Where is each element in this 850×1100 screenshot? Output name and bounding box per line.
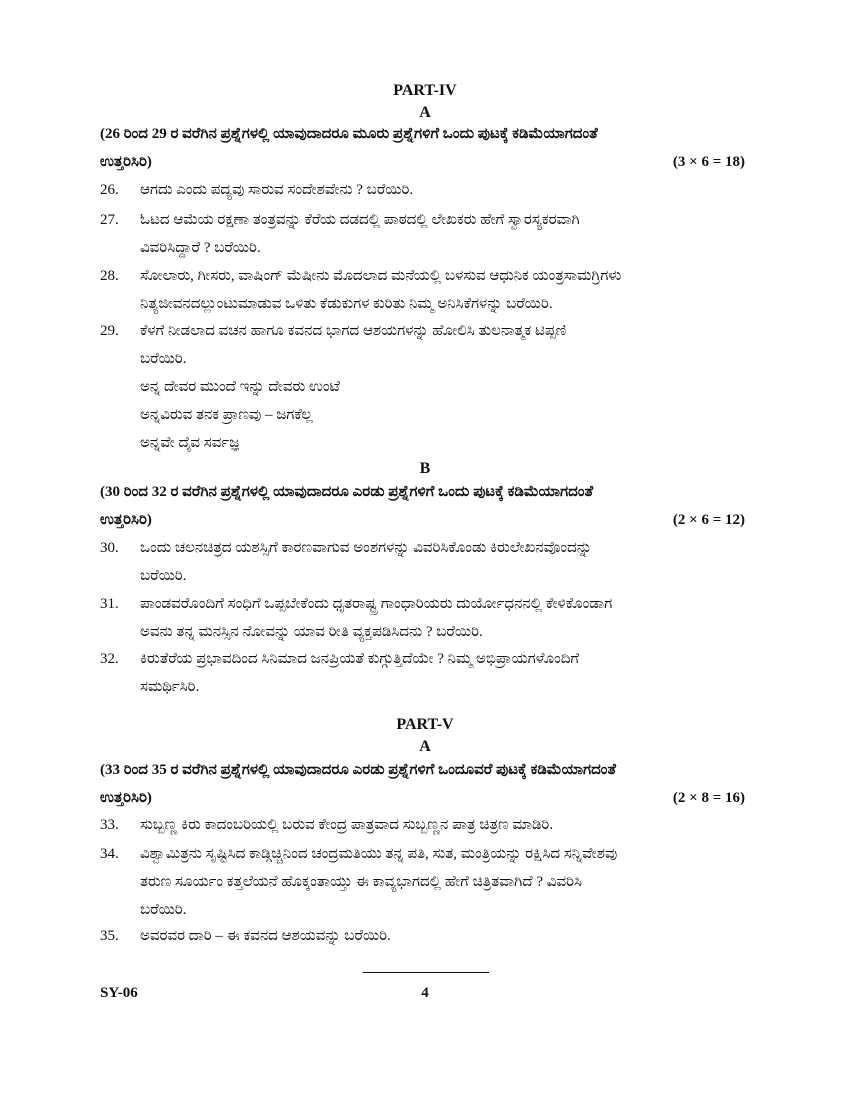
question-text: ತರುಣ ಸೂರ್ಯಂ ಕತ್ತಲೆಯನೆ ಹೊಕ್ಕಂತಾಯ್ತು ಈ ಕಾವ್ಯಭಾಗದಲ್ಲಿ ಹೇಗೆ ಚಿತ್ರಿತವಾಗಿದೆ ? ವಿವರಿಸಿ: [140, 874, 582, 890]
part-v-title: PART-V: [396, 716, 454, 733]
verse-line: ಅನ್ನ ದೇವರ ಮುಂದೆ ಇನ್ನು ದೇವರು ಉಂಟೆ: [140, 379, 340, 395]
page-number: 4: [421, 985, 429, 1001]
part-iv-section-a-label: A: [419, 104, 431, 121]
question-text: ಓಟದ ಆಮೆಯ ರಕ್ಷಣಾ ತಂತ್ರವನ್ನು ಕೆರೆಯ ದಡದಲ್ಲಿ ಪಾಠದಲ್ಲಿ ಲೇಖಕರು ಹೇಗೆ ಸ್ವಾರಸ್ಯಕರವಾಗಿ: [140, 212, 580, 228]
instruction-line-1: (33 ರಿಂದ 35 ರ ವರೆಗಿನ ಪ್ರಶ್ನೆಗಳಲ್ಲಿ ಯಾವುದಾದರೂ ಎರಡು ಪ್ರಶ್ನೆಗಳಿಗೆ ಒಂದೂವರೆ ಪುಟಕ್ಕೆ ಕಡಿಮೆಯಾಗದಂತೆ: [100, 762, 617, 778]
question-text: ಒಂದು ಚಲನಚಿತ್ರದ ಯಶಸ್ಸಿಗೆ ಕಾರಣವಾಗುವ ಅಂಶಗಳನ್ನು ವಿವರಿಸಿಕೊಂಡು ಕಿರುಲೇಖನವೊಂದನ್ನು: [140, 540, 592, 556]
question-30: [100, 534, 745, 590]
question-31: [100, 590, 745, 646]
question-text: ಪಾಂಡವರೊಂದಿಗೆ ಸಂಧಿಗೆ ಒಪ್ಪಬೇಕೆಂದು ಧೃತರಾಷ್ಟ್ರ ಗಾಂಧಾರಿಯರು ದುರ್ಯೋಧನನಲ್ಲಿ ಕೇಳಿಕೊಂಡಾಗ: [140, 596, 613, 612]
question-33: [100, 811, 745, 839]
instruction-line-2: ಉತ್ತರಿಸಿರಿ): [100, 512, 152, 528]
verse-line: ಅನ್ನವೇ ದೈವ ಸರ್ವಜ್ಞ: [140, 435, 240, 451]
instruction-line-2: ಉತ್ತರಿಸಿರಿ): [100, 790, 152, 806]
question-number: 35.: [100, 928, 119, 944]
paper-code: SY-06: [100, 985, 138, 1001]
part-iv-section-b-label: B: [419, 460, 431, 477]
question-35: [100, 922, 745, 950]
part-v-section-a-label: A: [419, 738, 431, 755]
question-text: ಬರೆಯಿರಿ.: [140, 351, 187, 367]
question-number: 34.: [100, 846, 119, 862]
question-29: [100, 317, 745, 457]
question-text: ವಿಶ್ವಾಮಿತ್ರನು ಸೃಷ್ಟಿಸಿದ ಕಾಡ್ಗಿಚ್ಚಿನಿಂದ ಚಂದ್ರಮತಿಯು ತನ್ನ ಪತಿ, ಸುತ, ಮಂತ್ರಿಯನ್ನು ರಕ್ಷಿಸಿದ ಸನ್ನಿವೇಶವು: [140, 846, 618, 862]
question-28: [100, 262, 745, 318]
verse-line: ಅನ್ನವಿರುವ ತನಕ ಪ್ರಾಣವು – ಜಗಕೆಲ್ಲ: [140, 407, 313, 423]
question-number: 26.: [100, 182, 119, 198]
instruction-line-2: ಉತ್ತರಿಸಿರಿ): [100, 154, 152, 170]
question-text: ಸಮರ್ಥಿಸಿರಿ.: [140, 679, 200, 695]
marks-label: (2 × 8 = 16): [672, 790, 745, 806]
question-27: [100, 206, 745, 262]
question-text: ನಿತ್ಯಜೀವನದಲ್ಲುಂಟುಮಾಡುವ ಒಳಿತು ಕೆಡುಕುಗಳ ಕುರಿತು ನಿಮ್ಮ ಅನಿಸಿಕೆಗಳನ್ನು ಬರೆಯಿರಿ.: [140, 296, 553, 312]
question-number: 31.: [100, 596, 119, 612]
question-text: ಬರೆಯಿರಿ.: [140, 568, 187, 584]
question-32: [100, 645, 745, 701]
part-iv-b-instructions: [100, 478, 745, 534]
question-number: 30.: [100, 540, 119, 556]
question-text: ಅವನು ತನ್ನ ಮನಸ್ಸಿನ ನೋವನ್ನು ಯಾವ ರೀತಿ ವ್ಯಕ್ತಪಡಿಸಿದನು ? ಬರೆಯಿರಿ.: [140, 624, 483, 640]
instruction-line-1: (26 ರಿಂದ 29 ರ ವರೆಗಿನ ಪ್ರಶ್ನೆಗಳಲ್ಲಿ ಯಾವುದಾದರೂ ಮೂರು ಪ್ರಶ್ನೆಗಳಿಗೆ ಒಂದು ಪುಟಕ್ಕೆ ಕಡಿಮೆಯಾಗದಂತೆ: [100, 126, 598, 142]
question-text: ಅವರವರ ದಾರಿ – ಈ ಕವನದ ಆಶಯವನ್ನು ಬರೆಯಿರಿ.: [140, 928, 391, 944]
question-number: 28.: [100, 268, 119, 284]
question-text: ಕಿರುತೆರೆಯ ಪ್ರಭಾವದಿಂದ ಸಿನಿಮಾದ ಜನಪ್ರಿಯತೆ ಕುಗ್ಗುತ್ತಿದೆಯೇ ? ನಿಮ್ಮ ಅಭಿಪ್ರಾಯಗಳೊಂದಿಗೆ: [140, 651, 580, 667]
part-iv-a-instructions: [100, 120, 745, 176]
question-text: ವಿವರಿಸಿದ್ದಾರೆ ? ಬರೆಯಿರಿ.: [140, 240, 261, 256]
question-text: ಕೆಳಗೆ ನೀಡಲಾದ ವಚನ ಹಾಗೂ ಕವನದ ಭಾಗದ ಆಶಯಗಳನ್ನು ಹೋಲಿಸಿ ತುಲನಾತ್ಮಕ ಟಿಪ್ಪಣಿ: [140, 323, 567, 339]
question-26: [100, 176, 745, 204]
question-text: ಸುಬ್ಬಣ್ಣ ಕಿರು ಕಾದಂಬರಿಯಲ್ಲಿ ಬರುವ ಕೇಂದ್ರ ಪಾತ್ರವಾದ ಸುಬ್ಬಣ್ಣನ ಪಾತ್ರ ಚಿತ್ರಣ ಮಾಡಿರಿ.: [140, 817, 554, 833]
marks-label: (2 × 6 = 12): [672, 512, 745, 528]
question-text: ಬರೆಯಿರಿ.: [140, 902, 187, 918]
question-number: 33.: [100, 817, 119, 833]
part-iv-title: PART-IV: [393, 82, 457, 99]
question-number: 27.: [100, 212, 119, 228]
question-34: [100, 840, 745, 924]
part-v-a-instructions: [100, 756, 745, 812]
instruction-line-1: (30 ರಿಂದ 32 ರ ವರೆಗಿನ ಪ್ರಶ್ನೆಗಳಲ್ಲಿ ಯಾವುದಾದರೂ ಎರಡು ಪ್ರಶ್ನೆಗಳಿಗೆ ಒಂದು ಪುಟಕ್ಕೆ ಕಡಿಮೆಯಾಗದಂತೆ: [100, 484, 594, 500]
question-number: 32.: [100, 651, 119, 667]
footer-divider: [363, 972, 489, 973]
question-number: 29.: [100, 323, 119, 339]
question-text: ಆಗದು ಎಂದು ಪದ್ಯವು ಸಾರುವ ಸಂದೇಶವೇನು ? ಬರೆಯಿರಿ.: [140, 182, 414, 198]
marks-label: (3 × 6 = 18): [672, 154, 745, 170]
question-text: ಸೋಲಾರು, ಗೀಸರು, ವಾಷಿಂಗ್ ಮೆಷೀನು ಮೊದಲಾದ ಮನೆಯಲ್ಲಿ ಬಳಸುವ ಆಧುನಿಕ ಯಂತ್ರಸಾಮಗ್ರಿಗಳು: [140, 268, 622, 284]
